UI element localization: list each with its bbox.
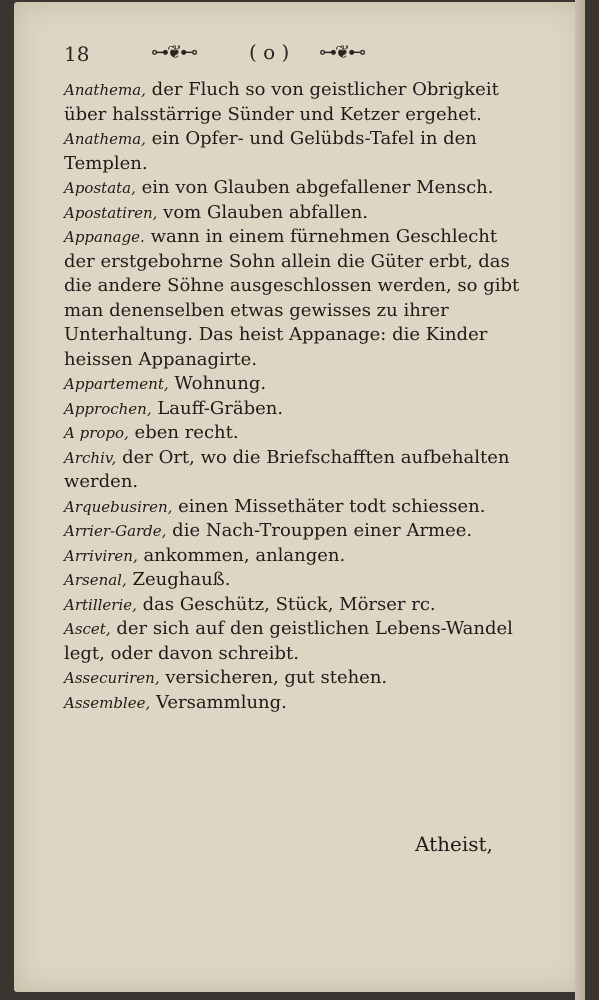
dictionary-entry	[64, 176, 530, 201]
entry-definition: Wohnung.	[174, 373, 267, 394]
entry-term: Arriviren,	[64, 546, 138, 565]
dictionary-entry	[64, 201, 530, 226]
entry-term: Arsenal,	[64, 571, 127, 589]
dictionary-entry	[64, 78, 530, 127]
entry-term: Anathema,	[64, 81, 146, 99]
page-number: 18	[64, 42, 90, 66]
entry-term: Apostatiren,	[64, 203, 158, 222]
entry-definition: ein von Glauben abgefallener Mensch.	[141, 177, 494, 198]
dictionary-entry	[64, 593, 530, 618]
dictionary-entry	[64, 544, 530, 569]
dictionary-entries	[64, 78, 530, 715]
page-edge	[575, 0, 585, 1000]
entry-definition: eben recht.	[134, 422, 239, 443]
entry-term: Arrier-Garde,	[64, 522, 167, 540]
entry-definition: versicheren, gut stehen.	[165, 667, 388, 688]
entry-definition: der Fluch so von geistlicher Obrigkeit über halsstärrige Sünder und Ketzer ergehet.	[64, 79, 499, 125]
dictionary-entry	[64, 519, 530, 544]
entry-term: Assemblee,	[64, 693, 151, 712]
dictionary-entry	[64, 617, 530, 666]
dictionary-entry	[64, 691, 530, 716]
entry-term: Approchen,	[64, 399, 152, 418]
dictionary-entry	[64, 397, 530, 422]
entry-definition: das Geschütz, Stück, Mörser rc.	[142, 593, 436, 615]
header-mark: ( o )	[249, 40, 290, 64]
dictionary-entry	[64, 446, 530, 495]
entry-definition: Lauff-Gräben.	[157, 397, 284, 419]
entry-definition: die Nach-Trouppen einer Armee.	[172, 520, 473, 541]
entry-definition: ein Opfer- und Gelübds-Tafel in den Templen.	[64, 128, 477, 174]
entry-term: Ascet,	[64, 620, 111, 638]
dictionary-entry	[64, 225, 530, 372]
dictionary-entry	[64, 495, 530, 520]
entry-term: Appartement,	[64, 375, 169, 393]
entry-definition: der Ort, wo die Briefschafften aufbehalten werden.	[64, 446, 510, 492]
entry-term: Artillerie,	[64, 595, 137, 614]
dictionary-entry	[64, 127, 530, 176]
entry-definition: wann in einem fürnehmen Geschlecht der erstgebohrne Sohn allein die Güter erbt, das die andere Söhne ausgeschlossen werden, so gibt man denenselben etwas gewisses zu ihrer Unterhaltung. Das heist Appanage: die Kinder heissen Appanagirte.	[64, 226, 520, 370]
entry-term: Archiv,	[64, 448, 117, 467]
catchword: Atheist,	[415, 832, 493, 856]
page-header	[64, 40, 534, 70]
entry-term: Apostata,	[64, 179, 136, 197]
ornament-left: ⊶❦⊷	[151, 42, 197, 63]
dictionary-entry	[64, 666, 530, 691]
entry-term: Assecuriren,	[64, 669, 160, 687]
entry-definition: ankommen, anlangen.	[143, 544, 346, 566]
dictionary-entry	[64, 568, 530, 593]
entry-term: Anathema,	[64, 130, 146, 148]
entry-term: Appanage.	[64, 228, 145, 246]
entry-definition: vom Glauben abfallen.	[163, 201, 369, 223]
ornament-right: ⊶❦⊷	[319, 42, 365, 63]
dictionary-entry	[64, 421, 530, 446]
entry-term: Arquebusiren,	[64, 497, 173, 516]
entry-definition: der sich auf den geistlichen Lebens-Wandel legt, oder davon schreibt.	[64, 618, 513, 664]
entry-definition: Zeughauß.	[132, 569, 231, 590]
entry-definition: Versammlung.	[155, 691, 287, 713]
entry-term: A propo,	[64, 424, 129, 442]
entry-definition: einen Missethäter todt schiessen.	[178, 495, 486, 517]
dictionary-entry	[64, 372, 530, 397]
